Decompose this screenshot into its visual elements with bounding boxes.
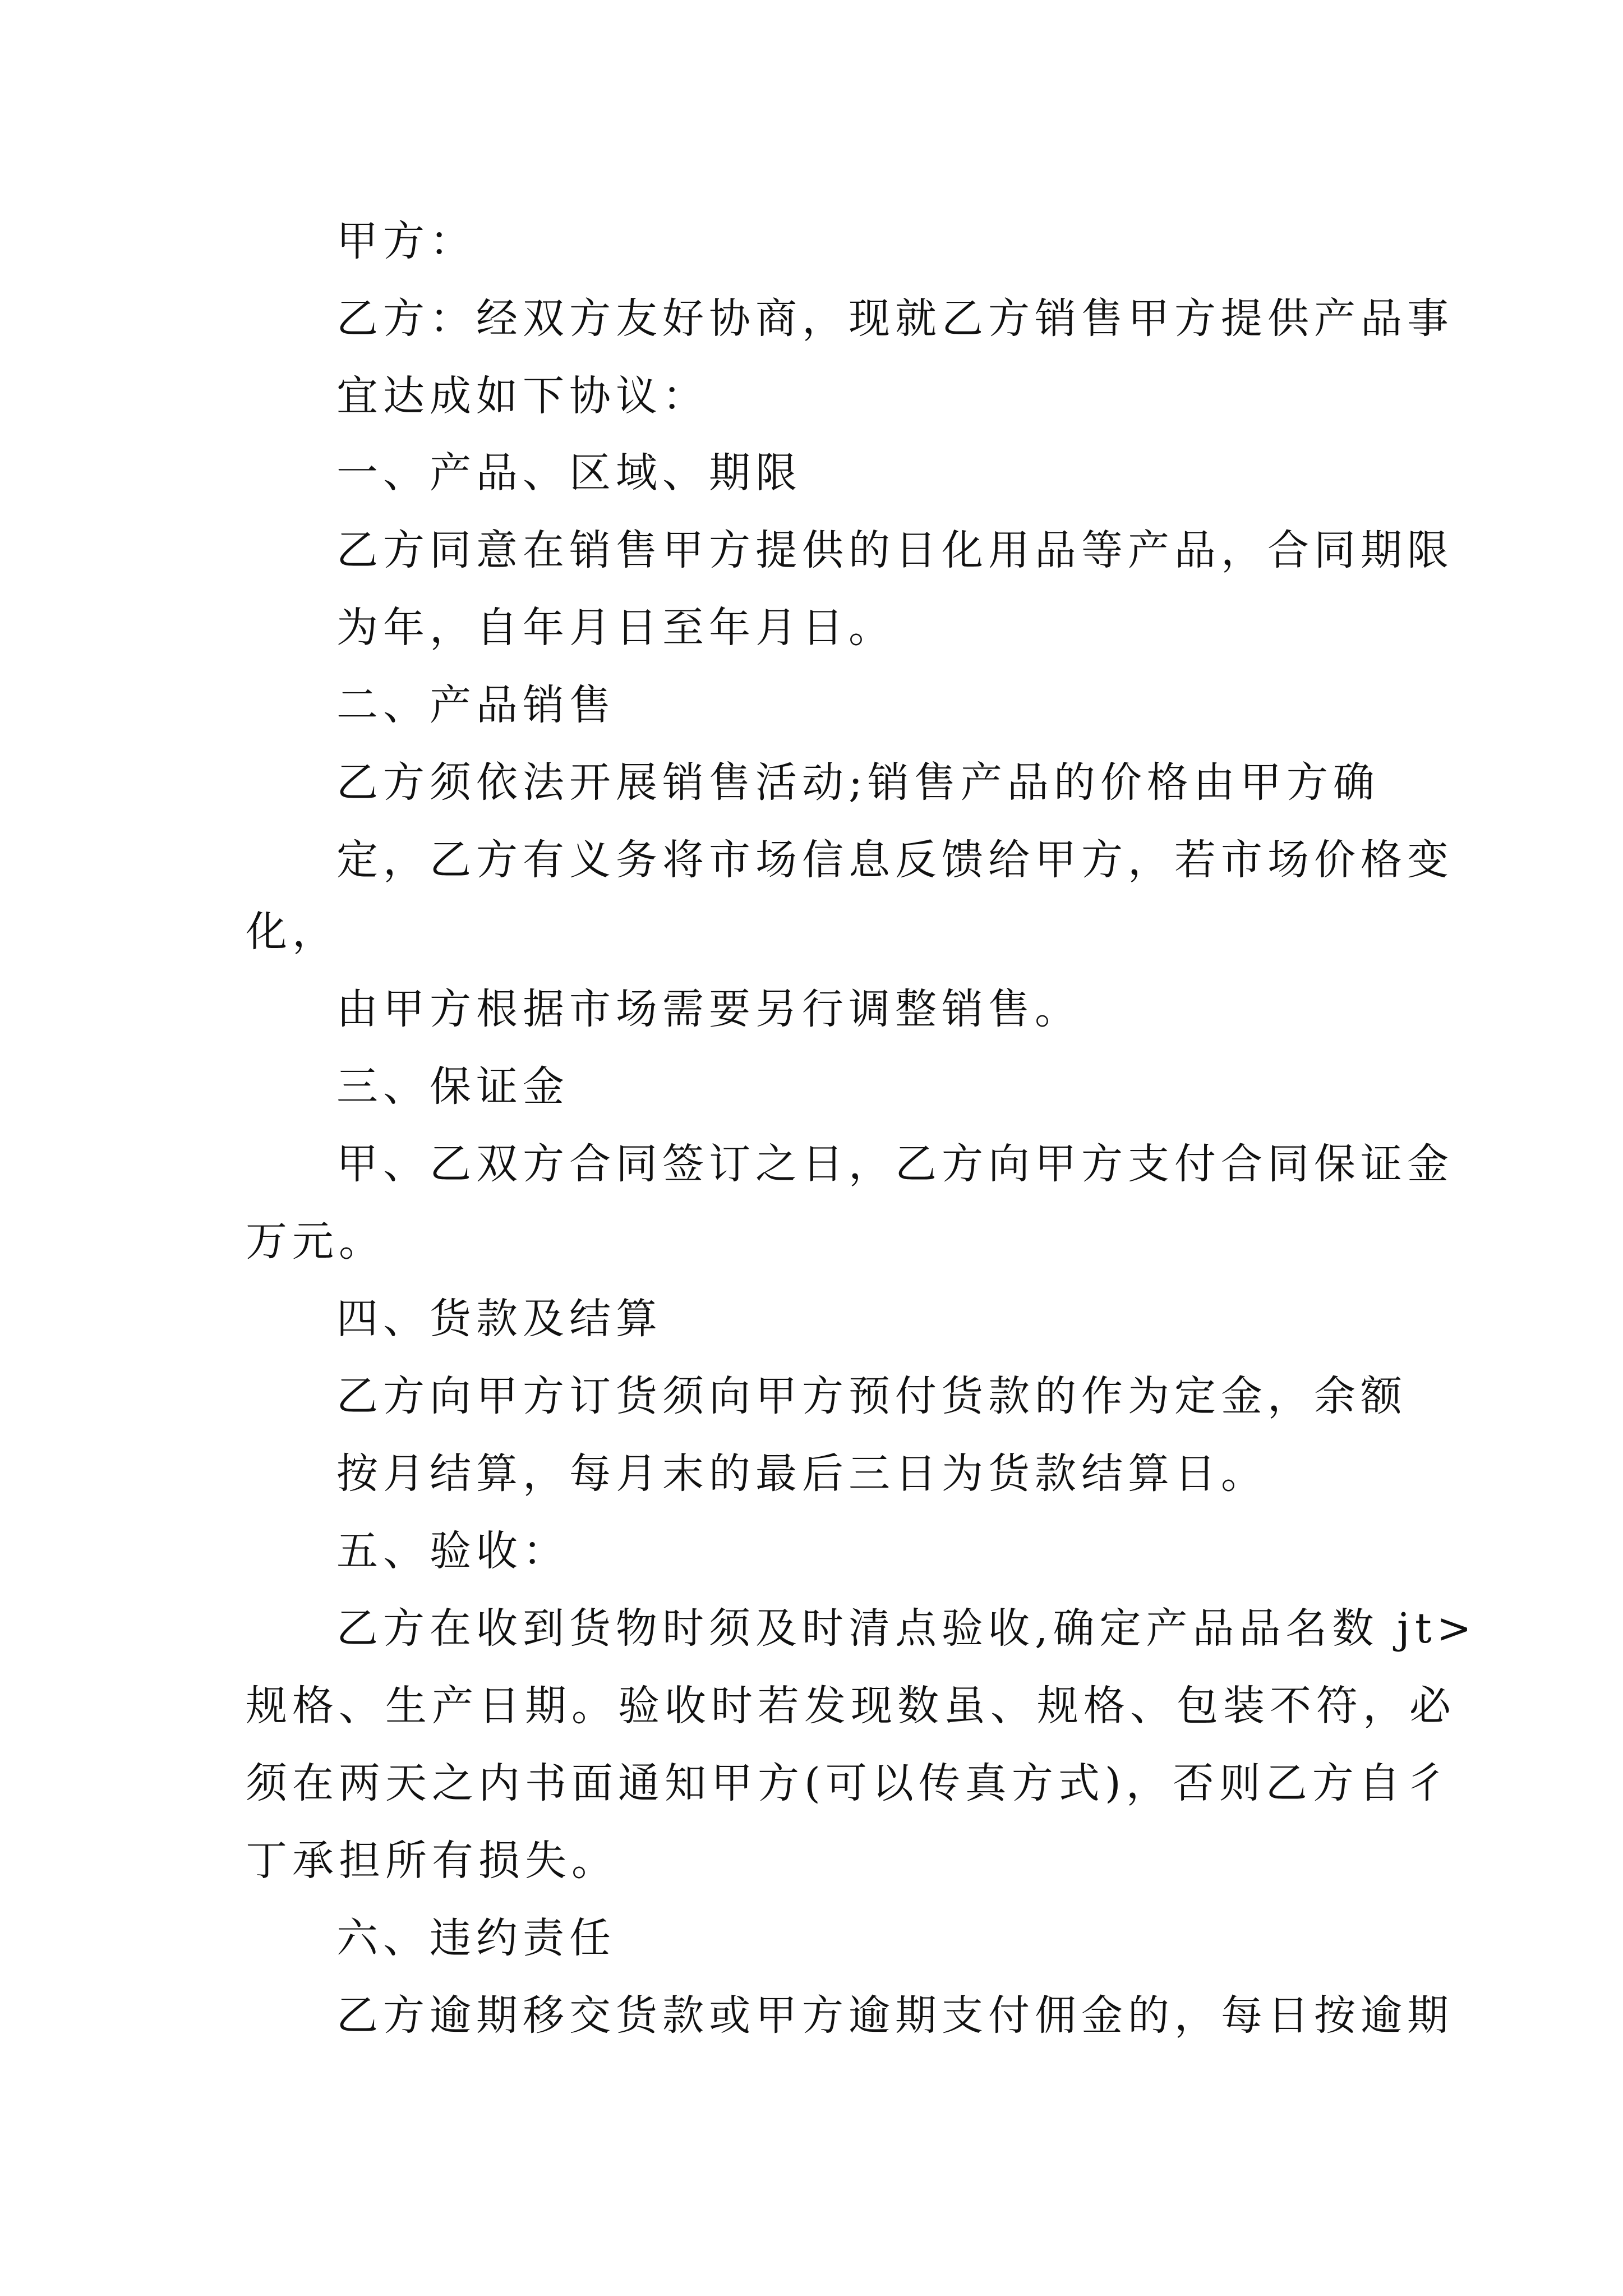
body-text-line: 为年，自年月日至年月日。 bbox=[336, 604, 895, 652]
body-text-line: 乙方同意在销售甲方提供的日化用品等产品，合同期限 bbox=[336, 526, 1454, 574]
party-a-line: 甲方： bbox=[336, 217, 476, 265]
section-heading-3: 三、保证金 bbox=[336, 1062, 569, 1111]
body-text-line: 宜达成如下协议： bbox=[336, 372, 709, 420]
body-text-line: 化， bbox=[246, 908, 339, 956]
body-text-line: 甲、乙双方合同签订之日，乙方向甲方支付合同保证金 bbox=[336, 1140, 1454, 1188]
section-heading-2: 二、产品销售 bbox=[336, 681, 616, 729]
body-text-line: 乙方须依法开展销售活动;销售产品的价格由甲方确 bbox=[336, 758, 1380, 807]
body-text-line: 乙方向甲方订货须向甲方预付货款的作为定金，余额 bbox=[336, 1372, 1407, 1420]
body-text-line: 定，乙方有义务将市场信息反馈给甲方，若市场价格变 bbox=[336, 836, 1454, 884]
section-heading-1: 一、产品、区域、期限 bbox=[336, 449, 802, 497]
body-text-line: 丁承担所有损失。 bbox=[246, 1837, 618, 1885]
body-text-line: 按月结算，每月末的最后三日为货款结算日。 bbox=[336, 1450, 1267, 1498]
body-text-line: 规格、生产日期。验收时若发现数虽、规格、包装不符，必 bbox=[246, 1682, 1456, 1730]
body-text-line: 万元。 bbox=[246, 1217, 385, 1266]
section-heading-4: 四、货款及结算 bbox=[336, 1295, 662, 1343]
party-b-line: 乙方：经双方友好协商，现就乙方销售甲方提供产品事 bbox=[336, 295, 1454, 343]
section-heading-6: 六、违约责任 bbox=[336, 1914, 616, 1962]
body-text-line: 由甲方根据市场需要另行调整销售。 bbox=[336, 985, 1081, 1033]
body-text-line: 乙方逾期移交货款或甲方逾期支付佣金的，每日按逾期 bbox=[336, 1991, 1454, 2040]
section-heading-5: 五、验收： bbox=[336, 1527, 569, 1575]
body-text-line: 乙方在收到货物时须及时清点验收,确定产品品名数 jt> bbox=[336, 1604, 1477, 1653]
body-text-line: 须在两天之内书面通知甲方(可以传真方式)，否则乙方自彳 bbox=[246, 1759, 1452, 1807]
